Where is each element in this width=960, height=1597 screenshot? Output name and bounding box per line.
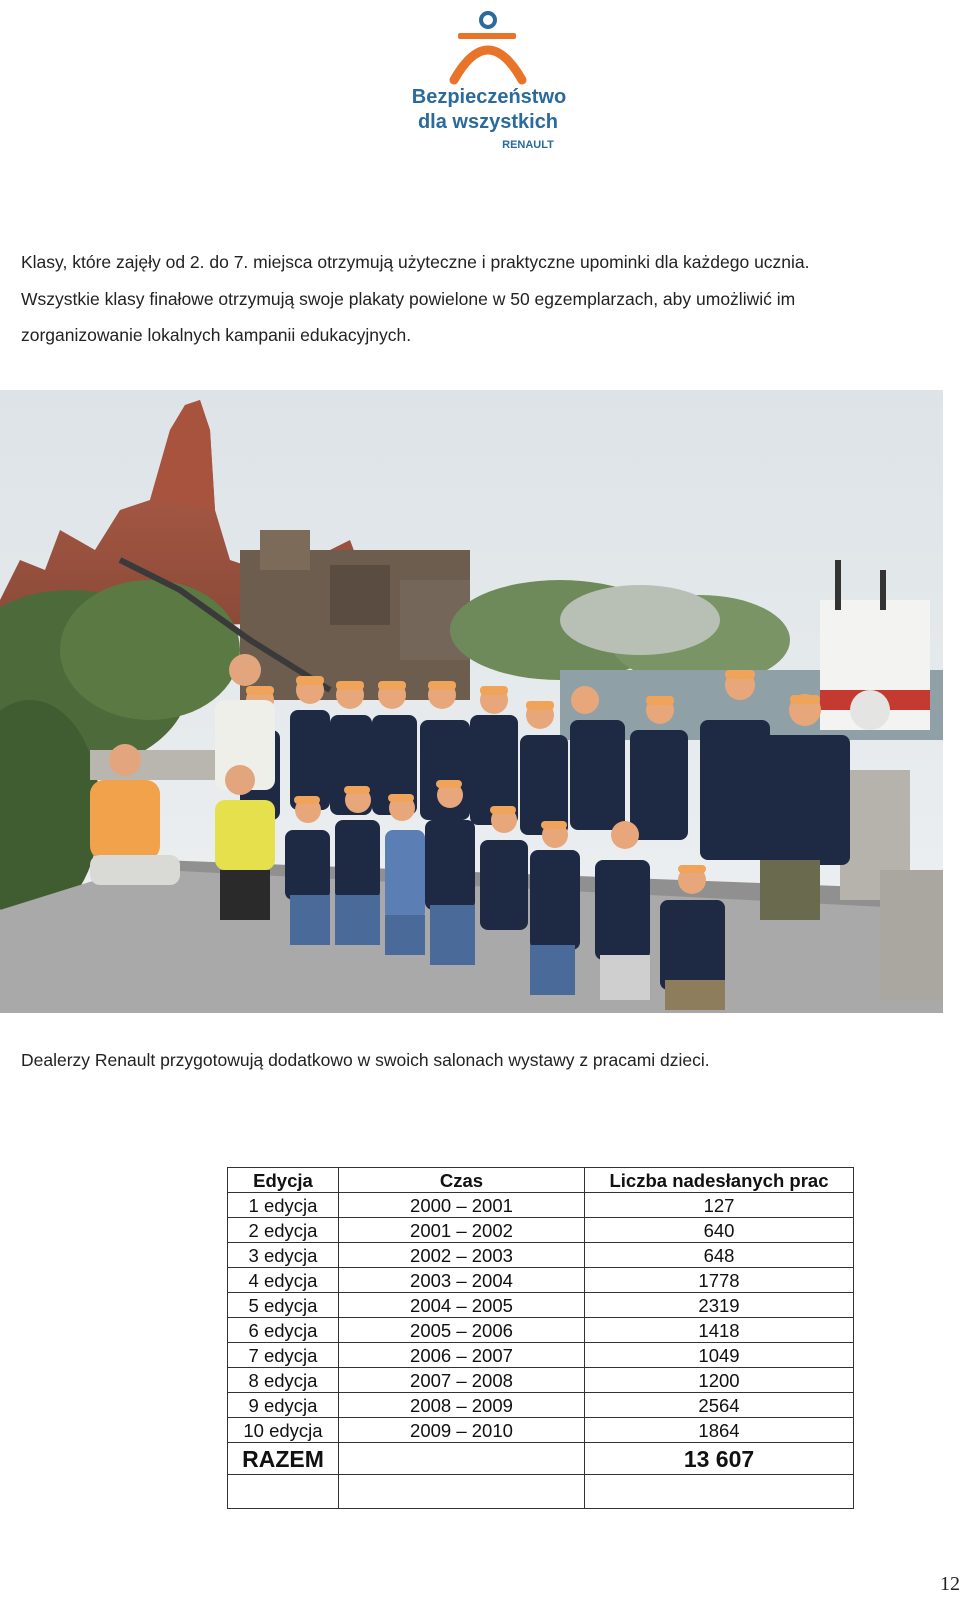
editions-table (227, 1167, 854, 1509)
cell-count: 648 (585, 1243, 854, 1268)
table-row (228, 1293, 854, 1318)
logo-graphic (396, 0, 582, 168)
header-submissions: Liczba nadesłanych prac (585, 1168, 854, 1193)
table-row (228, 1418, 854, 1443)
table-blank-row (228, 1475, 854, 1509)
cell-count: 1864 (585, 1418, 854, 1443)
cell-time: 2005 – 2006 (339, 1318, 585, 1343)
cell-time: 2006 – 2007 (339, 1343, 585, 1368)
paragraph-line: zorganizowanie lokalnych kampanii edukacyjnych. (21, 325, 412, 345)
total-value: 13 607 (585, 1443, 854, 1475)
cell-time: 2000 – 2001 (339, 1193, 585, 1218)
cell-count: 2319 (585, 1293, 854, 1318)
group-photo (0, 390, 943, 1013)
table-total-row (228, 1443, 854, 1475)
cell-count: 1049 (585, 1343, 854, 1368)
logo-head-icon (481, 13, 495, 27)
cell-edition: 10 edycja (228, 1418, 339, 1443)
cell-time: 2007 – 2008 (339, 1368, 585, 1393)
logo-line2: dla wszystkich (417, 111, 559, 133)
total-empty-cell (339, 1443, 585, 1475)
cell-edition: 1 edycja (228, 1193, 339, 1218)
cell-count: 127 (585, 1193, 854, 1218)
cell-time: 2004 – 2005 (339, 1293, 585, 1318)
table-row (228, 1193, 854, 1218)
cell-time: 2001 – 2002 (339, 1218, 585, 1243)
cell-edition: 4 edycja (228, 1268, 339, 1293)
cell-edition: 9 edycja (228, 1393, 339, 1418)
blank-cell (339, 1475, 585, 1509)
table-row (228, 1343, 854, 1368)
table-row (228, 1318, 854, 1343)
table-row (228, 1368, 854, 1393)
cell-edition: 3 edycja (228, 1243, 339, 1268)
table-row (228, 1393, 854, 1418)
total-label: RAZEM (228, 1443, 339, 1475)
cell-time: 2003 – 2004 (339, 1268, 585, 1293)
header-time: Czas (339, 1168, 585, 1193)
paragraph-line: Wszystkie klasy finałowe otrzymują swoje plakaty powielone w 50 egzemplarzach, aby umożliwić im (21, 288, 796, 309)
renault-safety-logo (396, 0, 582, 168)
cell-count: 1418 (585, 1318, 854, 1343)
table-header-row (228, 1168, 854, 1193)
cell-time: 2002 – 2003 (339, 1243, 585, 1268)
logo-line1: Bezpieczeństwo (411, 86, 567, 108)
cell-count: 2564 (585, 1393, 854, 1418)
cell-edition: 5 edycja (228, 1293, 339, 1318)
paragraph-line: Dealerzy Renault przygotowują dodatkowo w swoich salonach wystawy z pracami dzieci. (21, 1050, 710, 1070)
cell-edition: 6 edycja (228, 1318, 339, 1343)
intro-paragraph (21, 244, 951, 354)
cell-time: 2008 – 2009 (339, 1393, 585, 1418)
table-row (228, 1218, 854, 1243)
header-edition: Edycja (228, 1168, 339, 1193)
table-row (228, 1268, 854, 1293)
cell-edition: 2 edycja (228, 1218, 339, 1243)
cell-edition: 8 edycja (228, 1368, 339, 1393)
cell-time: 2009 – 2010 (339, 1418, 585, 1443)
caption-paragraph (21, 1042, 951, 1079)
blank-cell (228, 1475, 339, 1509)
cell-edition: 7 edycja (228, 1343, 339, 1368)
table-row (228, 1243, 854, 1268)
cell-count: 1778 (585, 1268, 854, 1293)
blank-cell (585, 1475, 854, 1509)
cell-count: 1200 (585, 1368, 854, 1393)
paragraph-line: Klasy, które zajęły od 2. do 7. miejsca otrzymują użyteczne i praktyczne upominki dla każdego ucznia. (21, 252, 810, 272)
cell-count: 640 (585, 1218, 854, 1243)
logo-brand: RENAULT (502, 139, 554, 151)
page-number: 12 (940, 1573, 960, 1595)
